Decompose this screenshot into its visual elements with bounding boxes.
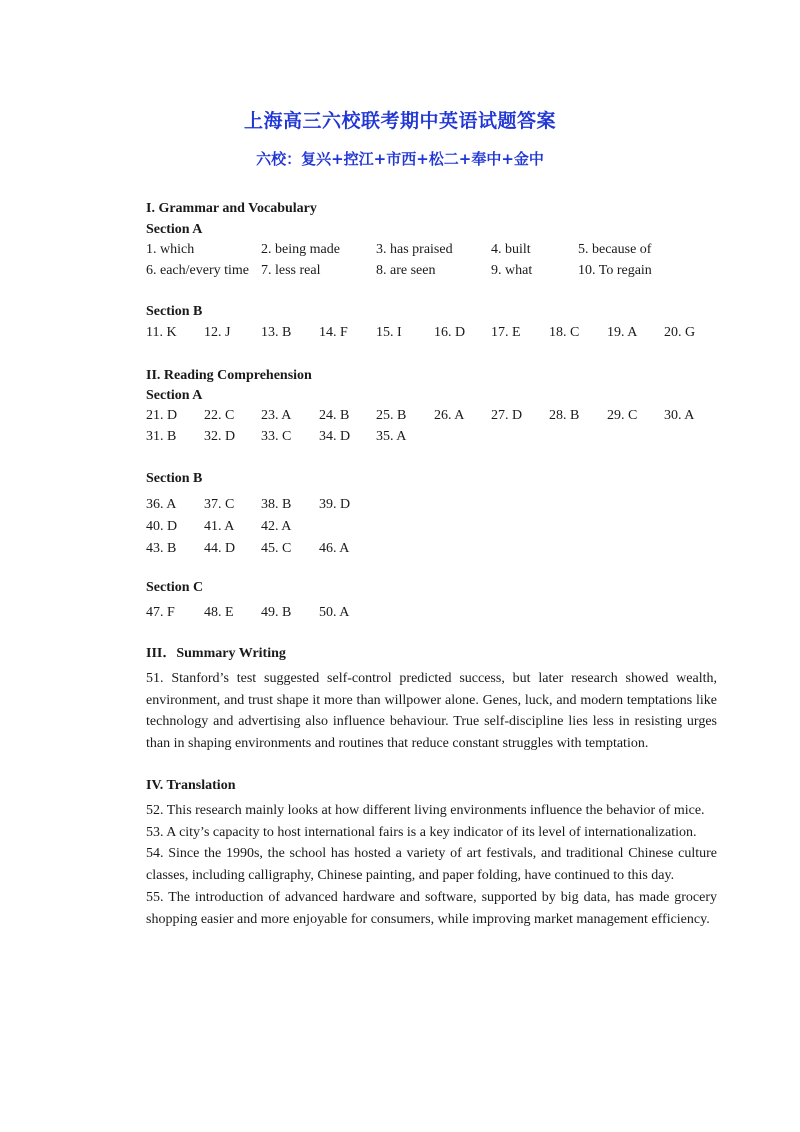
answer-item: 5. because of xyxy=(578,242,652,257)
summary-text: 51. Stanford’s test suggested self-control predicted success, but later research showed wealth, environment, and trust shape it more than willpower alone. Genes, luck, and modern temptations like technology and advertising also influence behaviour. True self-discipline lies less in resisting urges than in shaping environments and routines that reduce constant struggles with temptation. xyxy=(146,671,717,752)
answer-item: 19. A xyxy=(607,325,638,340)
answer-item: 28. B xyxy=(549,408,580,423)
part1-heading: I. Grammar and Vocabulary xyxy=(146,201,317,216)
answer-item: 40. D xyxy=(146,519,178,534)
answer-item: 26. A xyxy=(434,408,465,423)
part1-sectionB-heading: Section B xyxy=(146,304,203,319)
answer-item: 8. are seen xyxy=(376,263,436,278)
answer-item: 34. D xyxy=(319,429,351,444)
translation-item: 55. The introduction of advanced hardware and software, supported by big data, has made grocery shopping easier and more enjoyable for consumers, while improving market management efficiency. xyxy=(146,889,717,927)
answer-item: 37. C xyxy=(204,497,235,512)
answer-item: 3. has praised xyxy=(376,242,453,257)
answer-item: 49. B xyxy=(261,605,292,620)
answer-item: 7. less real xyxy=(261,263,321,278)
answer-item: 6. each/every time xyxy=(146,263,250,278)
answer-item: 12. J xyxy=(204,325,231,340)
answer-item: 47. F xyxy=(146,605,175,620)
answer-item: 50. A xyxy=(319,605,350,620)
answer-item: 32. D xyxy=(204,429,236,444)
part3-heading: III．Summary Writing xyxy=(146,646,286,661)
answer-item: 33. C xyxy=(261,429,292,444)
answer-item: 13. B xyxy=(261,325,292,340)
answer-item: 39. D xyxy=(319,497,351,512)
answer-item: 45. C xyxy=(261,541,292,556)
answer-item: 11. K xyxy=(146,325,177,340)
answer-item: 41. A xyxy=(204,519,235,534)
page-subtitle: 六校：复兴+控江+市西+松二+奉中+金中 xyxy=(256,150,544,168)
answer-item: 1. which xyxy=(146,242,195,257)
answer-item: 25. B xyxy=(376,408,407,423)
answer-item: 30. A xyxy=(664,408,695,423)
part2-sectionB-heading: Section B xyxy=(146,471,203,486)
answer-item: 46. A xyxy=(319,541,350,556)
answer-item: 23. A xyxy=(261,408,292,423)
answer-item: 22. C xyxy=(204,408,235,423)
page-title: 上海高三六校联考期中英语试题答案 xyxy=(243,110,556,132)
part2-sectionA-heading: Section A xyxy=(146,388,203,403)
answer-item: 16. D xyxy=(434,325,466,340)
summary-paragraph xyxy=(146,668,717,755)
answer-item: 36. A xyxy=(146,497,177,512)
answer-item: 27. D xyxy=(491,408,523,423)
answer-item: 15. I xyxy=(376,325,402,340)
answer-item: 9. what xyxy=(491,263,533,278)
answer-item: 42. A xyxy=(261,519,292,534)
answer-item: 14. F xyxy=(319,325,348,340)
part2-heading: II. Reading Comprehension xyxy=(146,368,312,383)
part2-sectionC-heading: Section C xyxy=(146,580,204,595)
answer-item: 31. B xyxy=(146,429,177,444)
answer-item: 18. C xyxy=(549,325,580,340)
translation-item: 52. This research mainly looks at how different living environments influence the behavior of mice. xyxy=(146,803,705,818)
answer-item: 43. B xyxy=(146,541,177,556)
part4-heading: IV. Translation xyxy=(146,778,236,793)
translation-item: 53. A city’s capacity to host international fairs is a key indicator of its level of internationalization. xyxy=(146,824,697,840)
answer-item: 48. E xyxy=(204,605,234,620)
answer-item: 20. G xyxy=(664,325,696,340)
answer-item: 21. D xyxy=(146,408,178,423)
answer-item: 29. C xyxy=(607,408,638,423)
answer-item: 24. B xyxy=(319,408,350,423)
answer-item: 38. B xyxy=(261,497,292,512)
answer-item: 35. A xyxy=(376,429,407,444)
translation-item: 54. Since the 1990s, the school has hosted a variety of art festivals, and traditional Chinese culture classes, including calligraphy, Chinese painting, and paper folding, have continued to this day. xyxy=(146,846,717,884)
answer-item: 44. D xyxy=(204,541,236,556)
translation-list xyxy=(146,800,717,930)
part1-sectionA-heading: Section A xyxy=(146,222,203,237)
answer-item: 10. To regain xyxy=(578,263,652,278)
answer-item: 17. E xyxy=(491,325,521,340)
answer-item: 4. built xyxy=(491,242,531,257)
answer-item: 2. being made xyxy=(261,242,340,257)
